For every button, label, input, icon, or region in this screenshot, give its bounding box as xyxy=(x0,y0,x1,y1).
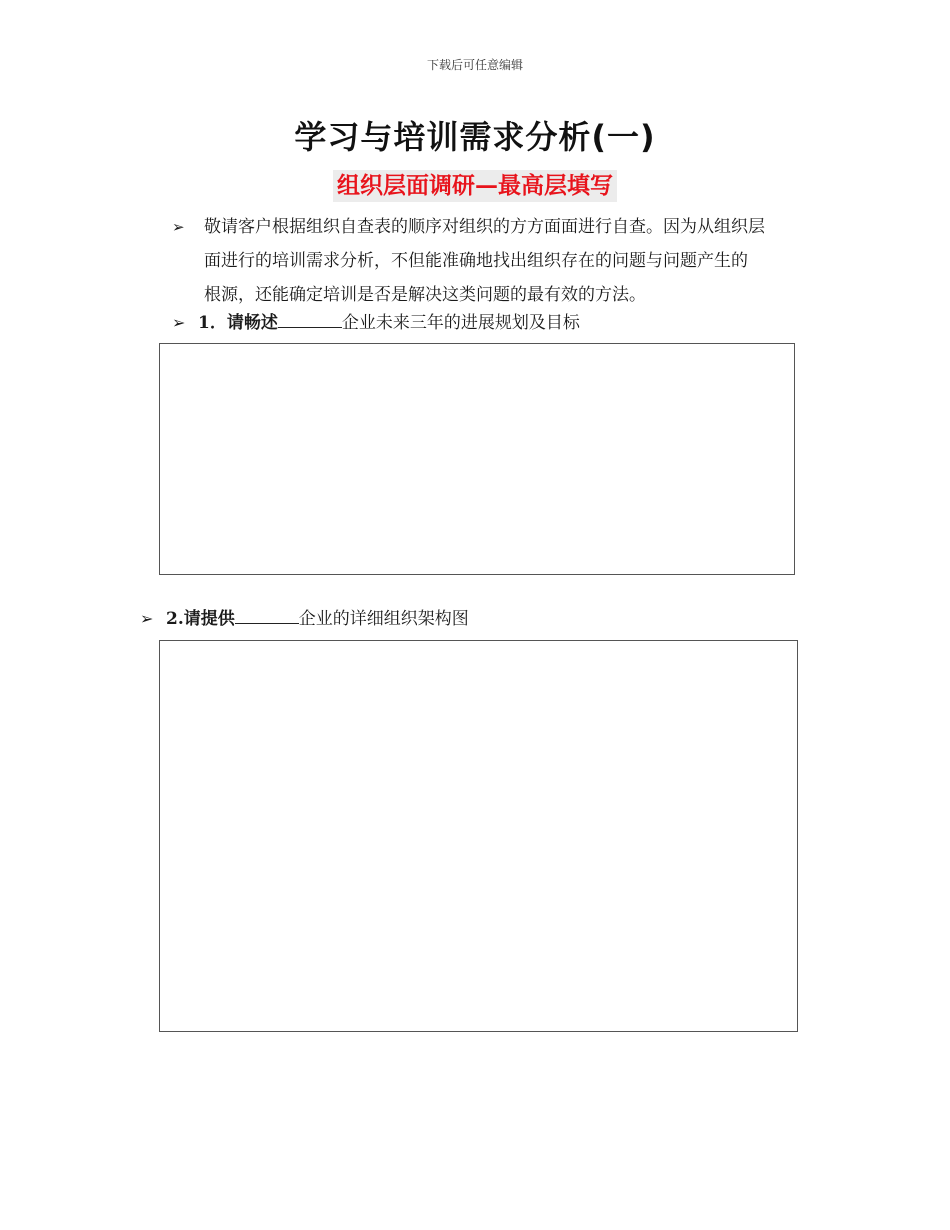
subtitle-container xyxy=(0,170,950,202)
intro-text xyxy=(172,210,817,312)
intro-paragraph xyxy=(172,210,817,312)
question-text: 企业未来三年的进展规划及目标 xyxy=(341,313,580,333)
fill-in-blank[interactable] xyxy=(278,311,342,328)
intro-line: 面进行的培训需求分析，不但能准确地找出组织存在的问题与问题产生的 xyxy=(204,251,748,271)
header-note: 下载后可任意编辑 xyxy=(426,58,523,72)
subtitle: 组织层面调研—最高层填写 xyxy=(333,170,617,202)
question-label: 请提供 xyxy=(183,609,235,629)
arrow-bullet-icon: ➢ xyxy=(172,218,185,236)
question-1 xyxy=(172,311,580,335)
arrow-bullet-icon: ➢ xyxy=(140,609,154,628)
question-2 xyxy=(140,607,469,631)
question-label: 请畅述 xyxy=(226,313,278,333)
question-number: 2. xyxy=(166,609,184,629)
page-title: 学习与培训需求分析(一) xyxy=(294,118,656,156)
arrow-bullet-icon: ➢ xyxy=(172,313,186,332)
answer-box-2[interactable] xyxy=(159,640,798,1032)
intro-line: 根源，还能确定培训是否是解决这类问题的最有效的方法。 xyxy=(204,285,646,305)
question-number: 1． xyxy=(198,313,227,333)
fill-in-blank[interactable] xyxy=(235,607,299,624)
intro-line: 敬请客户根据组织自查表的顺序对组织的方方面面进行自查。因为从组织层 xyxy=(204,217,765,237)
question-text: 企业的详细组织架构图 xyxy=(298,609,469,629)
answer-box-1[interactable] xyxy=(159,343,795,575)
